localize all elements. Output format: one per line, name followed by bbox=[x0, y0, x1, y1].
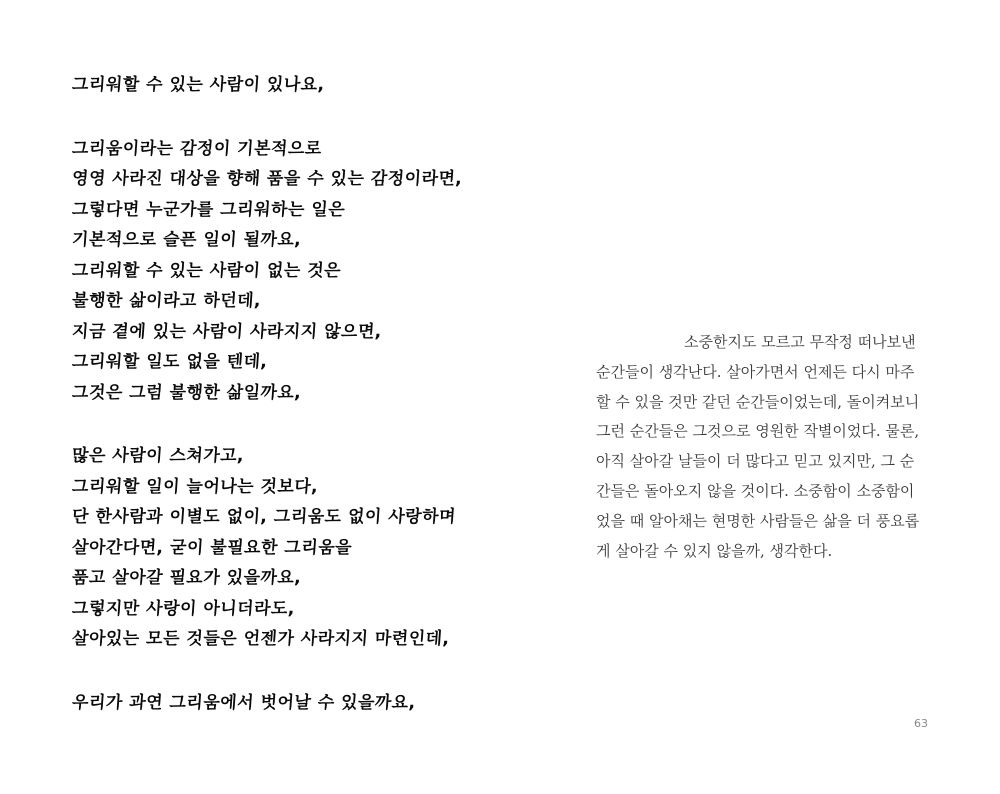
prose-line: 아직 살아갈 날들이 더 많다고 믿고 있지만, 그 순 bbox=[596, 452, 915, 471]
page-number: 63 bbox=[914, 717, 928, 730]
poem-line: 살아있는 모든 것들은 언젠가 사라지지 마련인데, bbox=[71, 629, 451, 649]
prose-line: 순간들이 생각난다. 살아가면서 언제든 다시 마주 bbox=[596, 362, 915, 381]
handwritten-poem bbox=[72, 70, 492, 718]
prose-line: 소중한지도 모르고 무작정 떠나보낸 bbox=[684, 333, 916, 351]
poem-stanza-1 bbox=[72, 70, 492, 101]
prose-line: 었을 때 알아채는 현명한 사람들은 삶을 더 풍요롭 bbox=[596, 511, 920, 530]
prose-line: 그런 순간들은 그것으로 영원한 작별이었다. 물론, bbox=[596, 422, 920, 441]
prose-line: 간들은 돌아오지 않을 것이다. 소중함이 소중함이 bbox=[596, 481, 915, 500]
poem-line: 우리가 과연 그리움에서 벗어날 수 있을까요, bbox=[71, 692, 417, 713]
poem-line: 그렇다면 누군가를 그리워하는 일은 bbox=[71, 199, 346, 220]
prose-paragraph bbox=[596, 328, 928, 566]
poem-stanza-4 bbox=[72, 688, 492, 719]
poem-line: 그리움이라는 감정이 기본적으로 bbox=[71, 138, 323, 159]
poem-line: 불행한 삶이라고 하던데, bbox=[71, 291, 262, 311]
stanza-spacer bbox=[72, 101, 492, 134]
poem-line: 그리워할 수 있는 사람이 없는 것은 bbox=[71, 260, 342, 281]
poem-stanza-2 bbox=[72, 134, 492, 409]
poem-line: 영영 사라진 대상을 향해 품을 수 있는 감정이라면, bbox=[71, 169, 464, 189]
poem-line: 살아간다면, 굳이 불필요한 그리움을 bbox=[71, 537, 353, 558]
poem-line: 품고 살아갈 필요가 있을까요, bbox=[71, 568, 302, 588]
poem-line: 기본적으로 슬픈 일이 될까요, bbox=[71, 230, 302, 250]
prose-line: 게 살아갈 수 있지 않을까, 생각한다. bbox=[596, 541, 833, 560]
prose-line: 할 수 있을 것만 같던 순간들이었는데, 돌이켜보니 bbox=[596, 392, 920, 411]
stanza-spacer bbox=[72, 408, 492, 441]
poem-line: 많은 사람이 스쳐가고, bbox=[71, 446, 245, 466]
poem-line: 단 한사람과 이별도 없이, 그리움도 없이 사랑하며 bbox=[71, 507, 457, 527]
poem-line: 지금 곁에 있는 사람이 사라지지 않으면, bbox=[71, 321, 383, 342]
poem-line: 그리워할 수 있는 사람이 있나요, bbox=[71, 75, 326, 95]
poem-stanza-3 bbox=[72, 441, 492, 655]
poem-line: 그리워할 일이 늘어나는 것보다, bbox=[71, 476, 319, 497]
poem-line: 그것은 그럼 불행한 삶일까요, bbox=[71, 382, 302, 403]
poem-line: 그렇지만 사랑이 아니더라도, bbox=[71, 598, 296, 619]
poem-line: 그리워할 일도 없을 텐데, bbox=[71, 352, 269, 372]
stanza-spacer bbox=[72, 655, 492, 688]
